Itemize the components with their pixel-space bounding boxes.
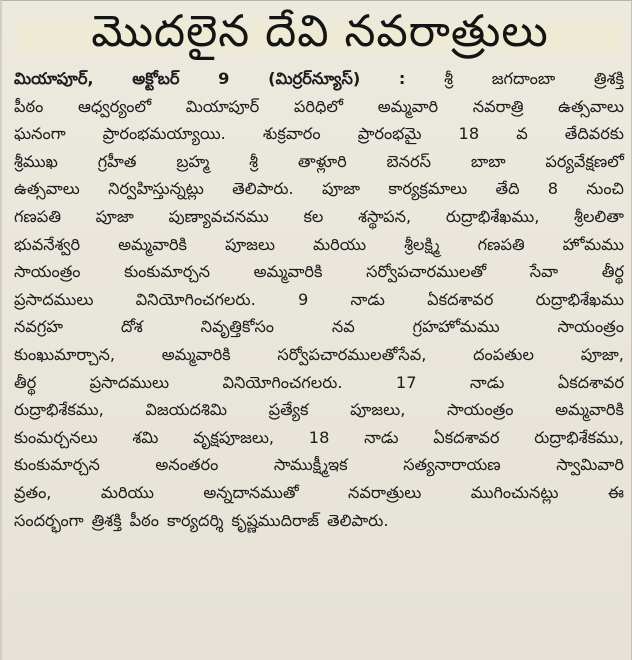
article-word: త్రిశక్తి (91, 510, 122, 530)
article-word: అమ్మవారికి (253, 262, 323, 282)
article-line (14, 479, 624, 507)
article-word: శమి (132, 427, 159, 447)
article-word: 9 (297, 289, 309, 309)
article-word: అమ్మవారికి (161, 344, 231, 364)
article-word: నాడు (364, 427, 399, 447)
article-word: పూజా, (580, 344, 624, 364)
article-word: కృష్ణముదిరాజ్ (231, 510, 320, 530)
article-word: గణపతి (14, 206, 61, 226)
article-word: గణపతి (477, 234, 525, 254)
article-word: శుక్రవారం (262, 124, 321, 144)
article-word: జగదాంబా (491, 69, 556, 88)
article-word: శ్రీముఖ (14, 151, 58, 171)
article-word: బ్రహ్మ (176, 151, 210, 171)
article-word: భువనేశ్వరి (14, 234, 81, 254)
article-word: దోశ (120, 317, 143, 337)
article-word: వృక్షపూజలు, (193, 427, 275, 447)
article-line (14, 93, 624, 121)
article-word: స్వామివారి (556, 455, 624, 475)
article-word: వ (516, 124, 528, 144)
article-word: ప్రారంభమయ్యాయి. (102, 124, 226, 144)
article-word: కుంకుమార్చన (124, 262, 210, 282)
article-word: 9 (218, 69, 230, 88)
article-word: సాయంత్రం (446, 400, 514, 420)
article-word: 18 (308, 427, 330, 447)
article-word: శ్రీ (249, 151, 259, 171)
article-word: పూజా (321, 179, 361, 199)
article-word: నుంచి (586, 179, 624, 199)
article-word: రుద్రాభిశేకము, (14, 400, 104, 420)
article-word: పరిధిలో (293, 96, 344, 116)
article-word: విజయదశిమి (145, 400, 227, 420)
article-word: (మిర్రర్‌న్యూస్) (268, 69, 361, 88)
article-word: తెలిపారు. (232, 179, 294, 199)
article-word: సర్వోపచారములతో (366, 262, 487, 282)
article-word: ఏకదశావర (433, 427, 500, 447)
article-word: సాముక్ష్మీఇక (273, 455, 348, 475)
article-word: మియాపూర్ (185, 96, 260, 116)
article-word: శ్రీలలితా (574, 206, 624, 226)
article-word: నవరాత్రి (472, 96, 524, 116)
article-word: సాయంత్రం (557, 317, 624, 337)
article-line (14, 148, 624, 176)
article-line (14, 396, 624, 424)
article-word: ప్రారంభమై (357, 124, 422, 144)
article-word: కల (303, 206, 324, 226)
article-word: బాబా (470, 151, 506, 171)
article-word: 18 (458, 124, 480, 144)
article-word: సేవా (529, 262, 559, 282)
article-word: ముగించునట్లు (470, 482, 559, 502)
article-word: నివృత్తికోసం (200, 317, 275, 337)
article-word: శ్రీలక్ష్మి (404, 234, 440, 254)
article-line (14, 341, 624, 369)
article-line (14, 120, 624, 148)
article-word: సందర్భంగా (14, 510, 84, 530)
article-line (14, 203, 624, 231)
article-word: నవ (331, 317, 355, 337)
article-word: కుంఖుమార్చాన, (14, 344, 115, 364)
article-word: ఏకదశావర (557, 372, 624, 392)
article-word: : (398, 69, 406, 88)
article-word: బెనరస్ (386, 151, 431, 171)
article-word: శ్రీ (444, 69, 454, 88)
article-word: పుణ్యావచనము (168, 206, 269, 226)
article-word: ఉత్సవాలు (558, 96, 624, 116)
article-line (14, 369, 624, 397)
article-word: దంపతుల (473, 344, 534, 364)
article-word: మియాపూర్, (14, 69, 94, 88)
article-line (14, 258, 624, 286)
article-word: అమ్మవారికి (118, 234, 187, 254)
article-word: గ్రహహోమము (412, 317, 500, 337)
article-word: హోమము (562, 234, 624, 254)
article-word: మరియు (312, 234, 367, 254)
article-word: ప్రత్యేక (268, 400, 309, 420)
article-line (14, 65, 624, 93)
article-word: 8 (547, 179, 559, 199)
article-word: అమ్మవారికి (555, 400, 624, 420)
article-word: గ్రహీత (97, 151, 137, 171)
article-word: ఘనంగా (14, 124, 66, 144)
article-line (14, 313, 624, 341)
article-word: వినియోగించగలరు. (135, 289, 256, 309)
article-body (14, 65, 624, 534)
article-line (14, 424, 624, 452)
article-word: నాడు (350, 289, 385, 309)
article-word: కుంకుమార్చన (14, 455, 100, 475)
article-word: అన్నదానముతో (203, 482, 299, 502)
article-word: పూజలు, (350, 400, 406, 420)
article-word: ఏకదశావర (427, 289, 494, 309)
article-word: రుద్రాభిశేఖము, (445, 206, 540, 226)
article-word: కార్యదర్శి (166, 510, 224, 530)
article-line (14, 507, 624, 535)
article-word: తెలిపారు. (327, 510, 389, 530)
article-word: సత్యనారాయణ (403, 455, 501, 475)
article-word: తేదివరకు (564, 124, 624, 144)
article-word: కుంమర్చనలు (14, 427, 98, 447)
article-word: నాడు (469, 372, 505, 392)
article-word: కార్యక్రమాలు (388, 179, 468, 199)
article-word: తీర్థ (14, 372, 37, 392)
article-word: వ్రతం, (14, 482, 52, 502)
article-word: వినియోగించగలరు. (222, 372, 343, 392)
article-word: త్రిశక్తి (593, 69, 624, 88)
article-word: పర్యవేక్షణలో (545, 151, 624, 171)
article-word: అమ్మవారి (377, 96, 439, 116)
article-word: నిర్వహిస్తున్నట్లు (108, 179, 204, 199)
article-word: సాయంత్రం (14, 262, 81, 282)
article-word: నవగ్రహ (14, 317, 64, 337)
article-line (14, 175, 624, 203)
article-word: ప్రసాదములు (14, 289, 94, 309)
article-word: పీఠం (129, 510, 159, 530)
article-word: తేది (495, 179, 520, 199)
article-word: ఉత్సవాలు (14, 179, 80, 199)
article-word: పీఠం (14, 96, 44, 116)
article-word: ఆధ్వర్యంలో (77, 96, 152, 116)
article-word: 17 (395, 372, 417, 392)
article-line (14, 286, 624, 314)
article-word: పూజలు (224, 234, 276, 254)
article-word: శస్థాపన, (358, 206, 412, 226)
article-word: పూజా (95, 206, 134, 226)
article-word: మరియు (100, 482, 154, 502)
article-word: రుద్రాభిశేఖము (535, 289, 624, 309)
headline: మొదలైన దేవి నవరాత్రులు (18, 3, 622, 61)
article-word: అక్టోబర్ (132, 69, 180, 88)
article-word: తీర్థ (601, 262, 624, 282)
article-word: రుద్రాభిశేకము, (534, 427, 624, 447)
article-word: తాళ్లూరి (297, 151, 347, 171)
article-word: నవరాత్రులు (348, 482, 422, 502)
article-line (14, 231, 624, 259)
article-word: సర్వోపచారములతోసేవ, (277, 344, 427, 364)
article-word: ప్రసాదములు (89, 372, 170, 392)
article-line (14, 451, 624, 479)
article-word: ఈ (607, 482, 624, 502)
article-word: అనంతరం (155, 455, 219, 475)
